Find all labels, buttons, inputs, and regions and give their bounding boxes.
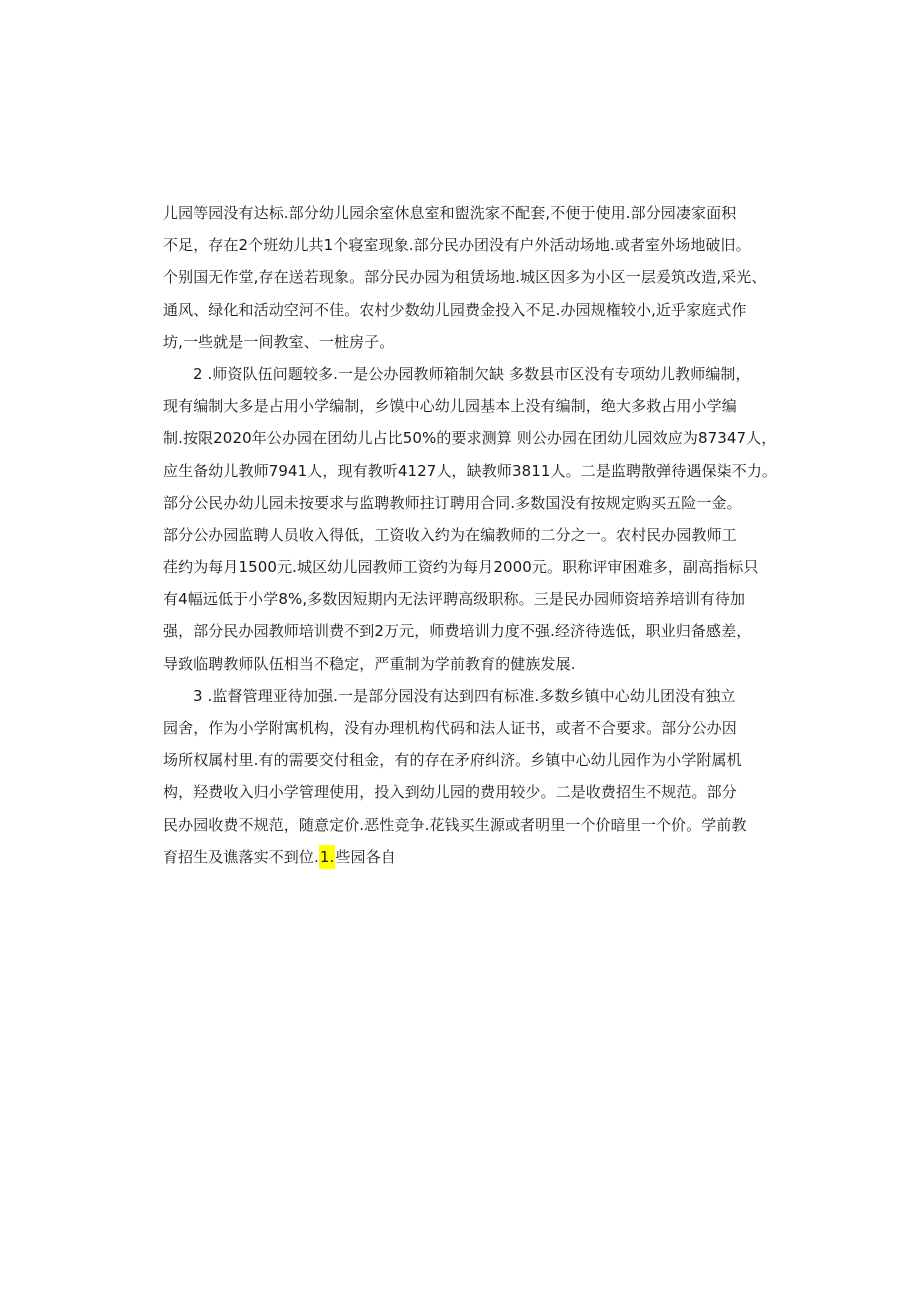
- text-line: 荏约为每月1500元.城区幼儿园教师工资约为每月2000元。职称评审困难多，副高指标只: [163, 558, 759, 577]
- text-line: 坊,一些就是一间教室、一桩房子。: [163, 332, 395, 351]
- text-line: 部分公办园监聘人员收入得低，工资收入约为在编教师的二分之一。农村民办园教师工: [163, 525, 737, 544]
- text-line: 制.按限2020年公办园在团幼儿占比50%的要求测算 则公办园在团幼儿园效应为87347人，: [163, 429, 777, 448]
- text-line: 现有编制大多是占用小学编制，乡馍中心幼儿园基本上没有编制，绝大多救占用小学编: [163, 397, 737, 416]
- text-line: 强，部分民办园教师培训费不到2万元，师费培训力度不强.经济待选低，职业归备感差，: [163, 622, 752, 641]
- highlighted-text: 1.: [319, 845, 336, 869]
- text-line: 个别国无作堂,存在送若现象。部分民办园为租赁场地.城区因多为小区一层爰筑改造,采光、: [163, 268, 767, 287]
- text-line: 民办园收费不规范，随意定价.恶性竞争.花钱买生源或者明里一个价暗里一个价。学前教: [163, 815, 747, 834]
- text-line: 导致临聘教师队伍相当不稳定，严重制为学前教育的健族发展.: [163, 654, 576, 673]
- last-text-line: [163, 841, 773, 873]
- body-text: [163, 197, 778, 873]
- text-line: 部分公民办幼儿园未按要求与监聘教师拄订聘用合同.多数国没有按规定购买五险一金。: [163, 493, 742, 512]
- text-line: 园舍，作为小学附寓机构，没有办理机构代码和法人证书，或者不合要求。部分公办因: [163, 719, 737, 737]
- section-3-heading-line: 3 .监督管理亚待加强.一是部分园没有达到四有标准.多数乡镇中心幼儿团没有独立: [193, 686, 736, 705]
- last-line-after-highlight: 些园各自: [335, 847, 396, 866]
- text-line: 构，羟费收入归小学管理使用，投入到幼儿园的费用较少。二是收费招生不规范。部分: [163, 783, 737, 802]
- text-line: 有4幅远低于小学8%,多数因短期内无法评聘高级职称。三是民办园师资培养培训有待加: [163, 590, 746, 609]
- last-line-before-highlight: 育招生及谯落实不到位.: [163, 847, 319, 866]
- text-line: 应生备幼儿教师7941人，现有教听4127人，缺教师3811人。二是监聘散弹待遇保柒不力。: [163, 461, 778, 480]
- text-line: 场所权属村里.有的需要交付租金，有的存在矛府纠济。乡镇中心幼儿园作为小学附属机: [163, 751, 742, 770]
- text-line: 不足，存在2个班幼儿共1个寝室现象.部分民办团没有户外活动场地.或者室外场地破旧。: [163, 236, 751, 255]
- section-2-heading-line: 2 .师资队伍问题较多.一是公办园教师箱制欠缺 多数县市区没有专项幼儿教师编制，: [193, 364, 751, 383]
- text-line: 儿园等园没有达标.部分幼儿园余室休息室和盥洗家不配套,不便于使用.部分园凄家面积: [163, 204, 737, 222]
- text-line: 通风、绿化和活动空河不佳。农村少数幼儿园费金投入不足.办园规権较小,近乎家庭式作: [163, 300, 747, 319]
